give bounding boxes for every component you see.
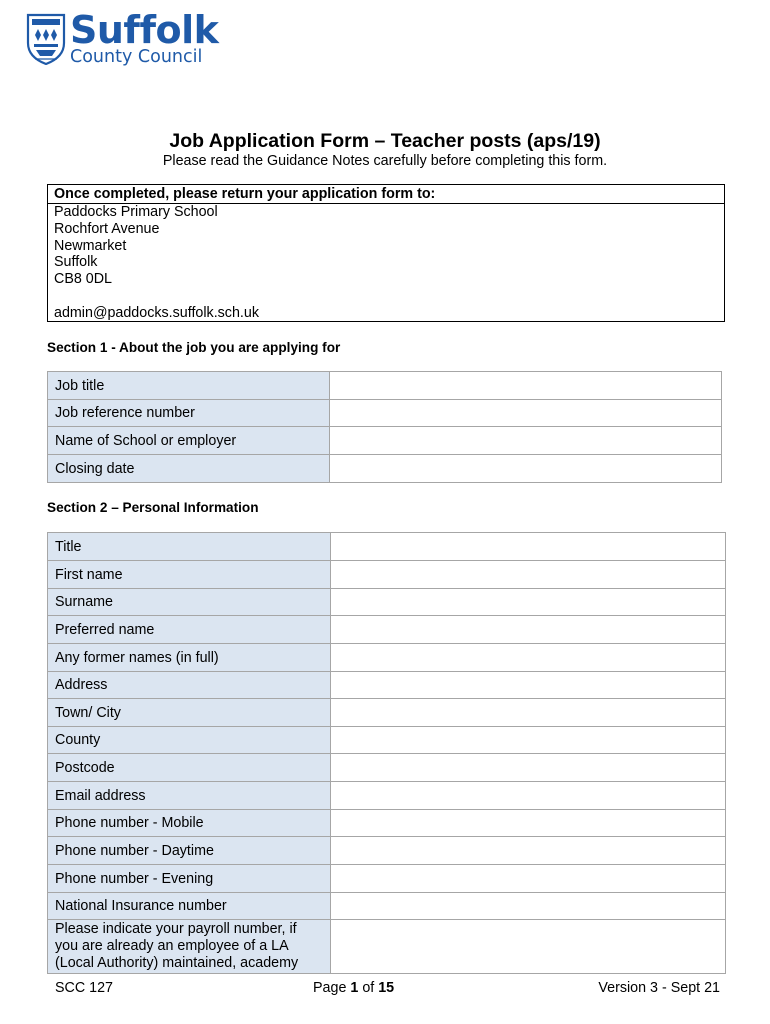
section2-heading: Section 2 – Personal Information <box>47 500 259 515</box>
email-input[interactable] <box>331 782 726 810</box>
logo-wordmark: Suffolk <box>70 8 219 52</box>
table-row <box>48 644 726 672</box>
table-row <box>48 561 726 589</box>
return-address-heading: Once completed, please return your application form to: <box>48 185 724 204</box>
ni-number-input[interactable] <box>331 893 726 920</box>
suffolk-logo <box>26 8 219 67</box>
table-row <box>48 455 722 483</box>
payroll-number-input[interactable] <box>331 920 726 974</box>
field-label-job-title: Job title <box>48 372 330 400</box>
closing-date-input[interactable] <box>330 455 722 483</box>
field-label-town-city: Town/ City <box>48 699 331 727</box>
field-label-preferred-name: Preferred name <box>48 616 331 644</box>
title-input[interactable] <box>331 533 726 561</box>
address-line: CB8 0DL <box>54 271 113 288</box>
table-row <box>48 589 726 616</box>
field-label-title: Title <box>48 533 331 561</box>
address-input[interactable] <box>331 672 726 699</box>
field-label-phone-mobile: Phone number - Mobile <box>48 810 331 837</box>
table-row <box>48 699 726 727</box>
table-row <box>48 865 726 893</box>
page-current: 1 <box>350 980 359 996</box>
table-row <box>48 616 726 644</box>
field-label-payroll-number <box>48 920 331 974</box>
page-subtitle: Please read the Guidance Notes carefully before completing this form. <box>162 153 608 169</box>
logo-subtitle: County Council <box>70 47 203 67</box>
phone-evening-input[interactable] <box>331 865 726 893</box>
table-row <box>48 893 726 920</box>
field-label-closing-date: Closing date <box>48 455 330 483</box>
return-email[interactable]: admin@paddocks.suffolk.sch.uk <box>54 304 259 321</box>
field-label-job-reference: Job reference number <box>48 400 330 427</box>
table-row <box>48 400 722 427</box>
former-names-input[interactable] <box>331 644 726 672</box>
field-label-school-employer: Name of School or employer <box>48 427 330 455</box>
footer-form-code: SCC 127 <box>55 980 114 996</box>
footer-version: Version 3 - Sept 21 <box>598 980 720 996</box>
job-reference-input[interactable] <box>330 400 722 427</box>
table-row <box>48 672 726 699</box>
preferred-name-input[interactable] <box>331 616 726 644</box>
field-label-postcode: Postcode <box>48 754 331 782</box>
phone-daytime-input[interactable] <box>331 837 726 865</box>
address-line: Rochfort Avenue <box>54 220 160 237</box>
surname-input[interactable] <box>331 589 726 616</box>
county-input[interactable] <box>331 727 726 754</box>
section2-table <box>47 532 726 974</box>
footer-page-number <box>313 980 394 996</box>
field-label-address: Address <box>48 672 331 699</box>
address-line: Suffolk <box>54 254 98 271</box>
payroll-label-line: (Local Authority) maintained, academy <box>55 955 299 972</box>
address-line: Newmarket <box>54 237 127 254</box>
page-title: Job Application Form – Teacher posts (aps/19) <box>169 130 601 152</box>
postcode-input[interactable] <box>331 754 726 782</box>
page-total: 15 <box>378 980 395 996</box>
school-employer-input[interactable] <box>330 427 722 455</box>
field-label-first-name: First name <box>48 561 331 589</box>
table-row <box>48 427 722 455</box>
section1-heading: Section 1 - About the job you are applying for <box>47 340 341 355</box>
table-row <box>48 727 726 754</box>
suffolk-crest-icon <box>26 13 66 65</box>
page-word: Page <box>313 980 347 996</box>
table-row <box>48 372 722 400</box>
table-row <box>48 920 726 974</box>
table-row <box>48 837 726 865</box>
of-word: of <box>362 980 375 996</box>
field-label-surname: Surname <box>48 589 331 616</box>
field-label-phone-daytime: Phone number - Daytime <box>48 837 331 865</box>
table-row <box>48 782 726 810</box>
section1-table <box>47 371 722 483</box>
job-title-input[interactable] <box>330 372 722 400</box>
field-label-county: County <box>48 727 331 754</box>
return-address-box <box>47 184 725 322</box>
field-label-former-names: Any former names (in full) <box>48 644 331 672</box>
table-row <box>48 754 726 782</box>
return-address-body <box>48 204 724 322</box>
table-row <box>48 810 726 837</box>
payroll-label-line: Please indicate your payroll number, if <box>55 921 297 937</box>
phone-mobile-input[interactable] <box>331 810 726 837</box>
table-row <box>48 533 726 561</box>
field-label-email: Email address <box>48 782 331 810</box>
first-name-input[interactable] <box>331 561 726 589</box>
payroll-label-line: you are already an employee of a LA <box>55 938 289 955</box>
town-city-input[interactable] <box>331 699 726 727</box>
address-line: Paddocks Primary School <box>54 204 218 220</box>
field-label-ni-number: National Insurance number <box>48 893 331 920</box>
field-label-phone-evening: Phone number - Evening <box>48 865 331 893</box>
